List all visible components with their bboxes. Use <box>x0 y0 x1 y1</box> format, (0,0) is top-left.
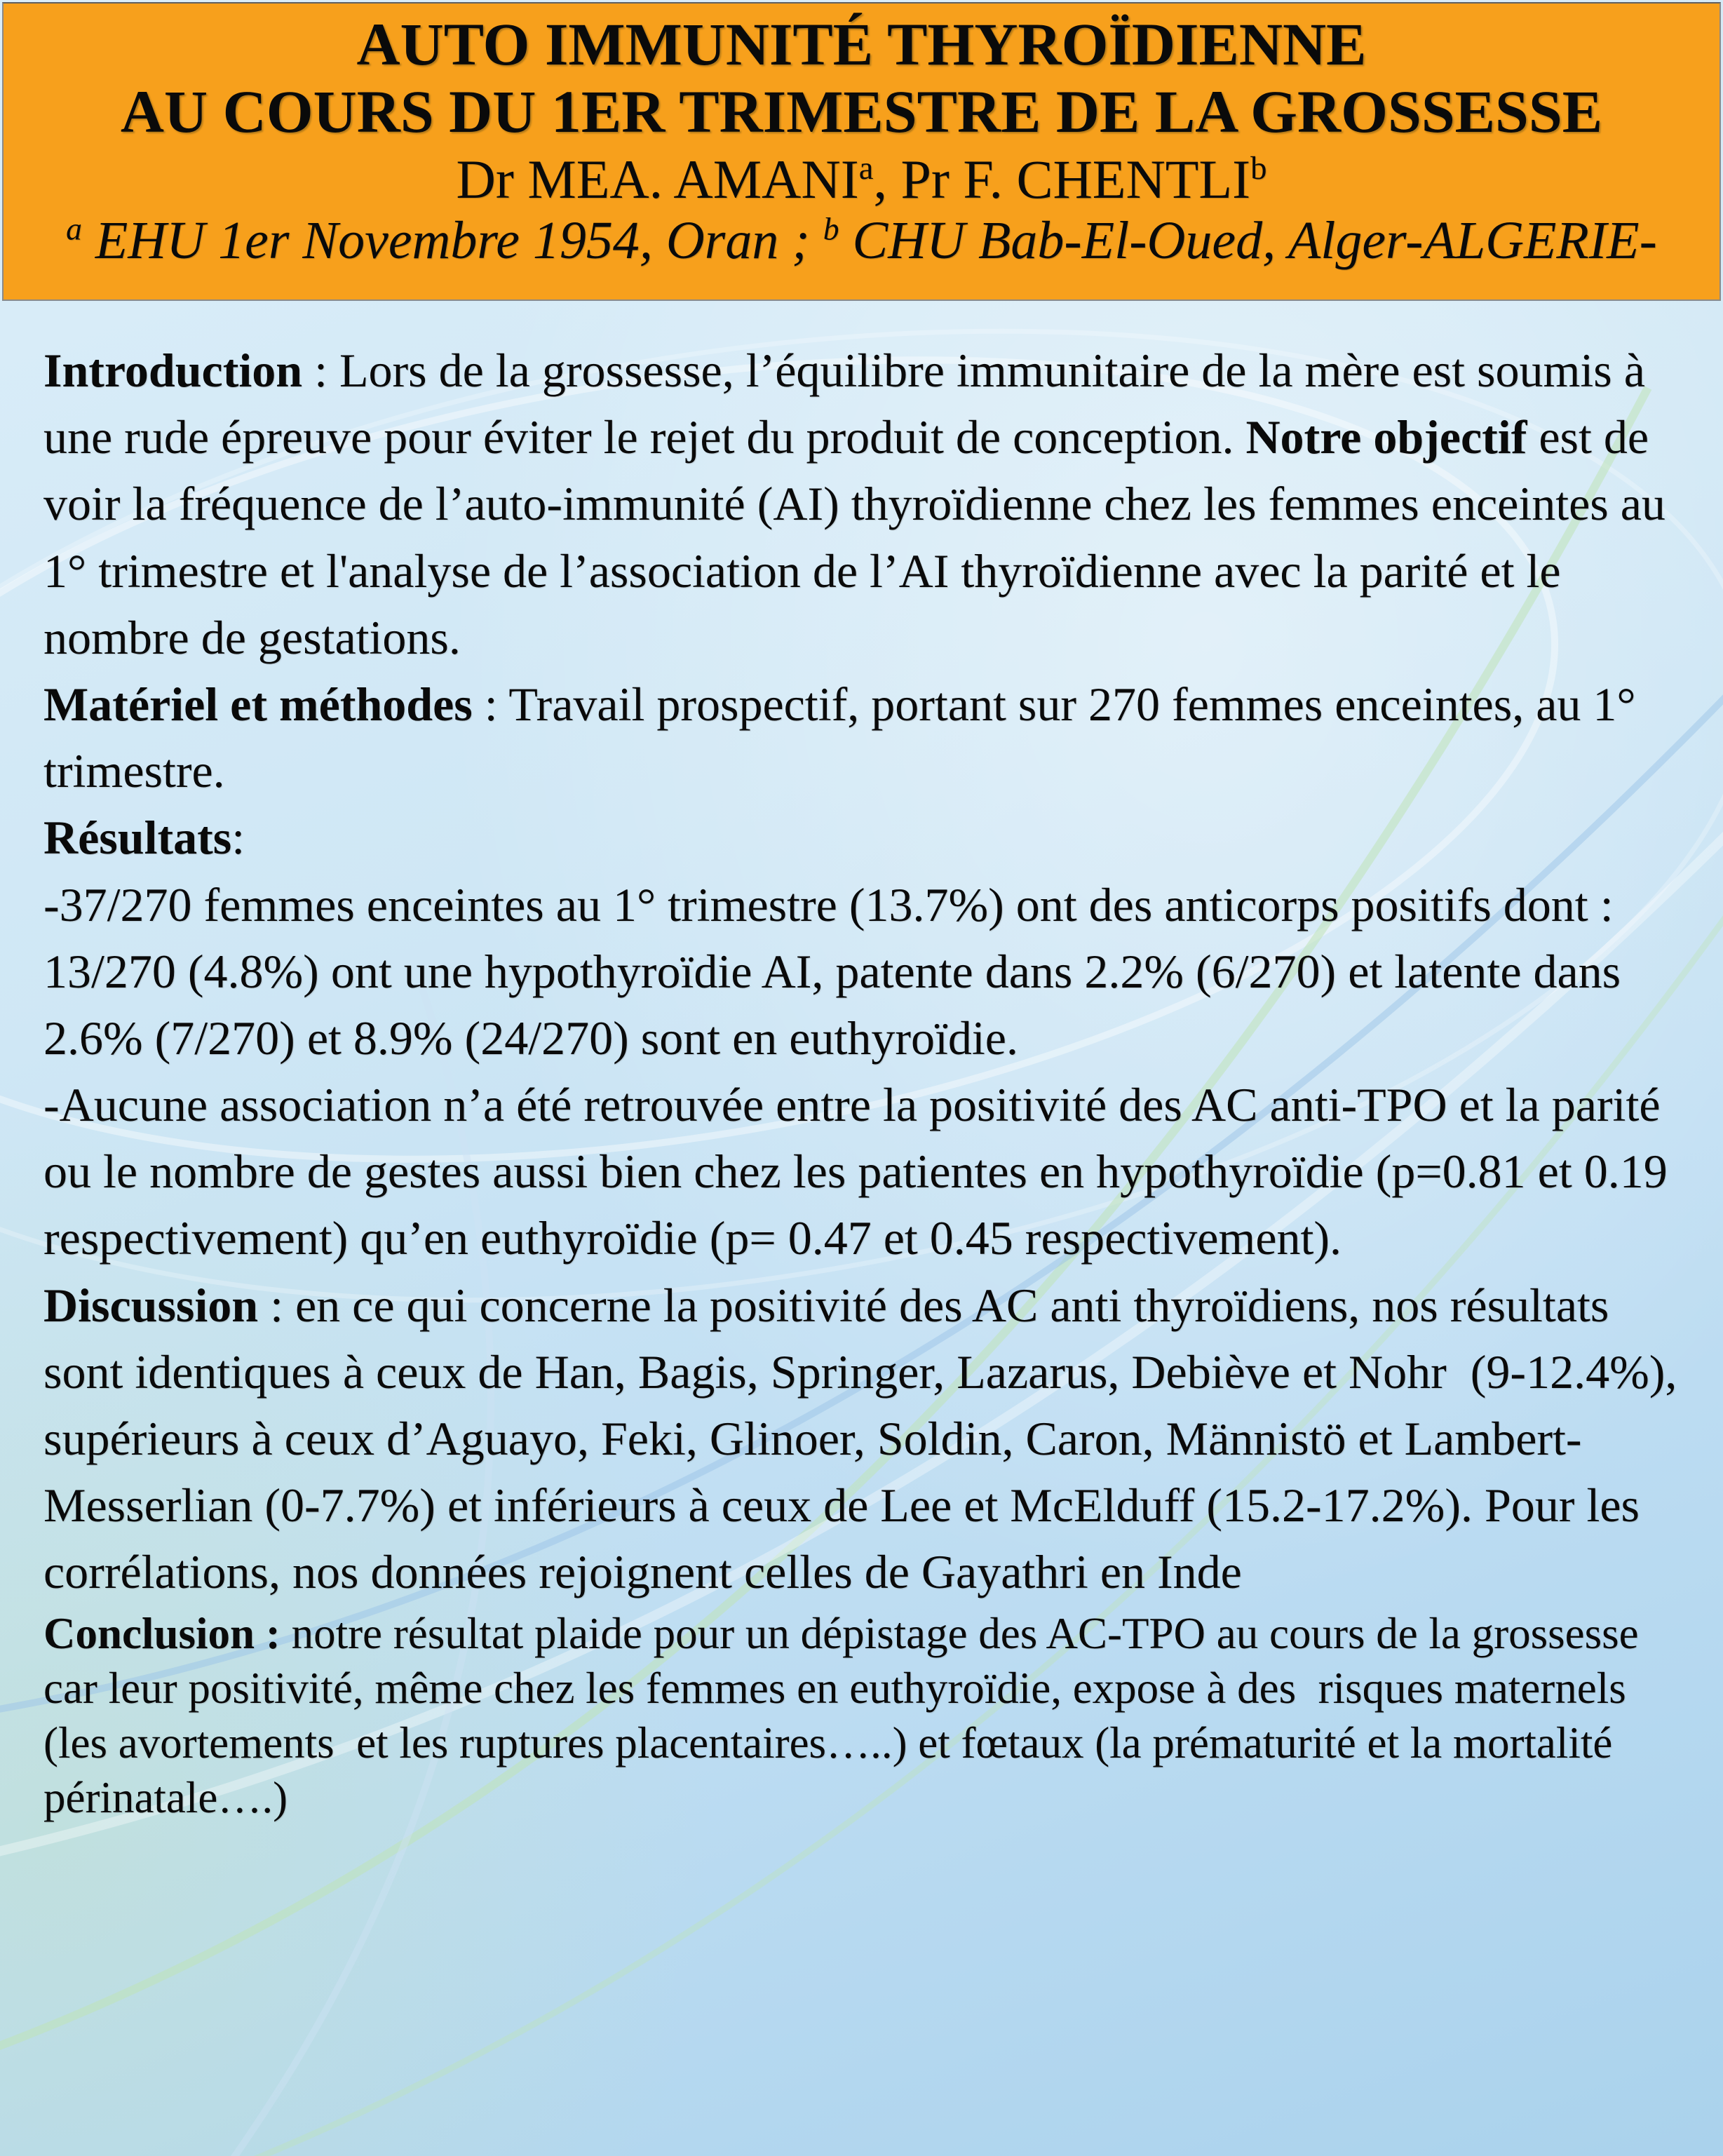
text-run: Discussion <box>43 1278 259 1332</box>
text-run: notre résultat plaide pour un dépistage des AC-TPO au cours de la grossesse car leur positivité, même chez les femmes en euthyroïdie, expose à des risques maternels (les avortements et les ruptures placentaires…..) et fœtaux (la prématurité et la mortalité périnatale….) <box>43 1608 1650 1822</box>
text-run: : Lors de la grossesse, l’équilibre immunitaire de la mère est soumis à une rude épreuve pour éviter le rejet du produit de conception. <box>43 344 1657 464</box>
poster-page <box>0 2 1723 2156</box>
text-run: -Aucune association n’a été retrouvée entre la positivité des AC anti-TPO et la parité ou le nombre de gestes aussi bien chez les patientes en hypothyroïdie (p=0.81 et 0.19 respectivement) qu’en euthyroïdie (p= 0.47 et 0.45 respectivement). <box>43 1078 1680 1265</box>
text-run: Dr MEA. AMANI <box>456 148 859 210</box>
authors-line <box>4 150 1719 209</box>
paragraph-results-association <box>43 1072 1682 1272</box>
title-line-2: AU COURS DU 1ER TRIMESTRE DE LA GROSSESSE <box>120 78 1603 146</box>
paragraph-methods <box>43 671 1682 804</box>
paragraph-introduction <box>43 337 1682 671</box>
text-run: : <box>231 811 245 865</box>
text-run: : en ce qui concerne la positivité des AC anti thyroïdiens, nos résultats sont identiques à ceux de Han, Bagis, Springer, Lazarus, Debiève et Nohr (9-12.4%), supérieurs à ceux d’Aguayo, Feki, Glinoer, Soldin, Caron, Männistö et Lambert-Messerlian (0-7.7%) et inférieurs à ceux de Lee et McElduff (15.2-17.2%). Pour les corrélations, nos données rejoignent celles de Gayathri en Inde <box>43 1278 1689 1599</box>
text-run: Conclusion : <box>43 1608 281 1658</box>
text-run: b <box>823 210 839 247</box>
title-line-1: AUTO IMMUNITÉ THYROÏDIENNE <box>356 11 1367 78</box>
text-run: EHU 1er Novembre 1954, Oran ; <box>81 210 823 270</box>
text-run: a <box>858 149 874 187</box>
paragraph-conclusion <box>43 1606 1682 1825</box>
paragraph-discussion <box>43 1272 1689 1606</box>
text-run: a <box>66 210 82 247</box>
text-run: CHU Bab-El-Oued, Alger-ALGERIE- <box>839 210 1657 270</box>
paragraph-results-heading <box>43 804 1682 871</box>
text-run: Introduction <box>43 344 303 397</box>
text-run: -37/270 femmes enceintes au 1° trimestre (13.7%) ont des anticorps positifs dont : 13/270 (4.8%) ont une hypothyroïdie AI, patente dans 2.2% (6/270) et latente dans 2.6% (7/270) et 8.9% (24/270) sont en euthyroïdie. <box>43 877 1633 1065</box>
text-run: Matériel et méthodes <box>43 677 473 731</box>
text-run: Notre objectif <box>1245 410 1527 464</box>
paragraph-results-antibodies <box>43 872 1682 1072</box>
text-run: est de voir la fréquence de l’auto-immunité (AI) thyroïdienne chez les femmes enceintes au 1° trimestre et l'analyse de l’association de l’AI thyroïdienne avec la parité et le nombre de gestations. <box>43 410 1677 664</box>
text-run: b <box>1250 149 1267 187</box>
text-run: , Pr F. CHENTLI <box>873 148 1251 210</box>
abstract-body <box>0 301 1723 1825</box>
text-run: Résultats <box>43 811 232 865</box>
poster-header <box>2 2 1721 301</box>
poster-content <box>0 2 1723 1825</box>
text-run: : Travail prospectif, portant sur 270 femmes enceintes, au 1° trimestre. <box>43 677 1648 798</box>
affiliations-line <box>4 212 1719 269</box>
